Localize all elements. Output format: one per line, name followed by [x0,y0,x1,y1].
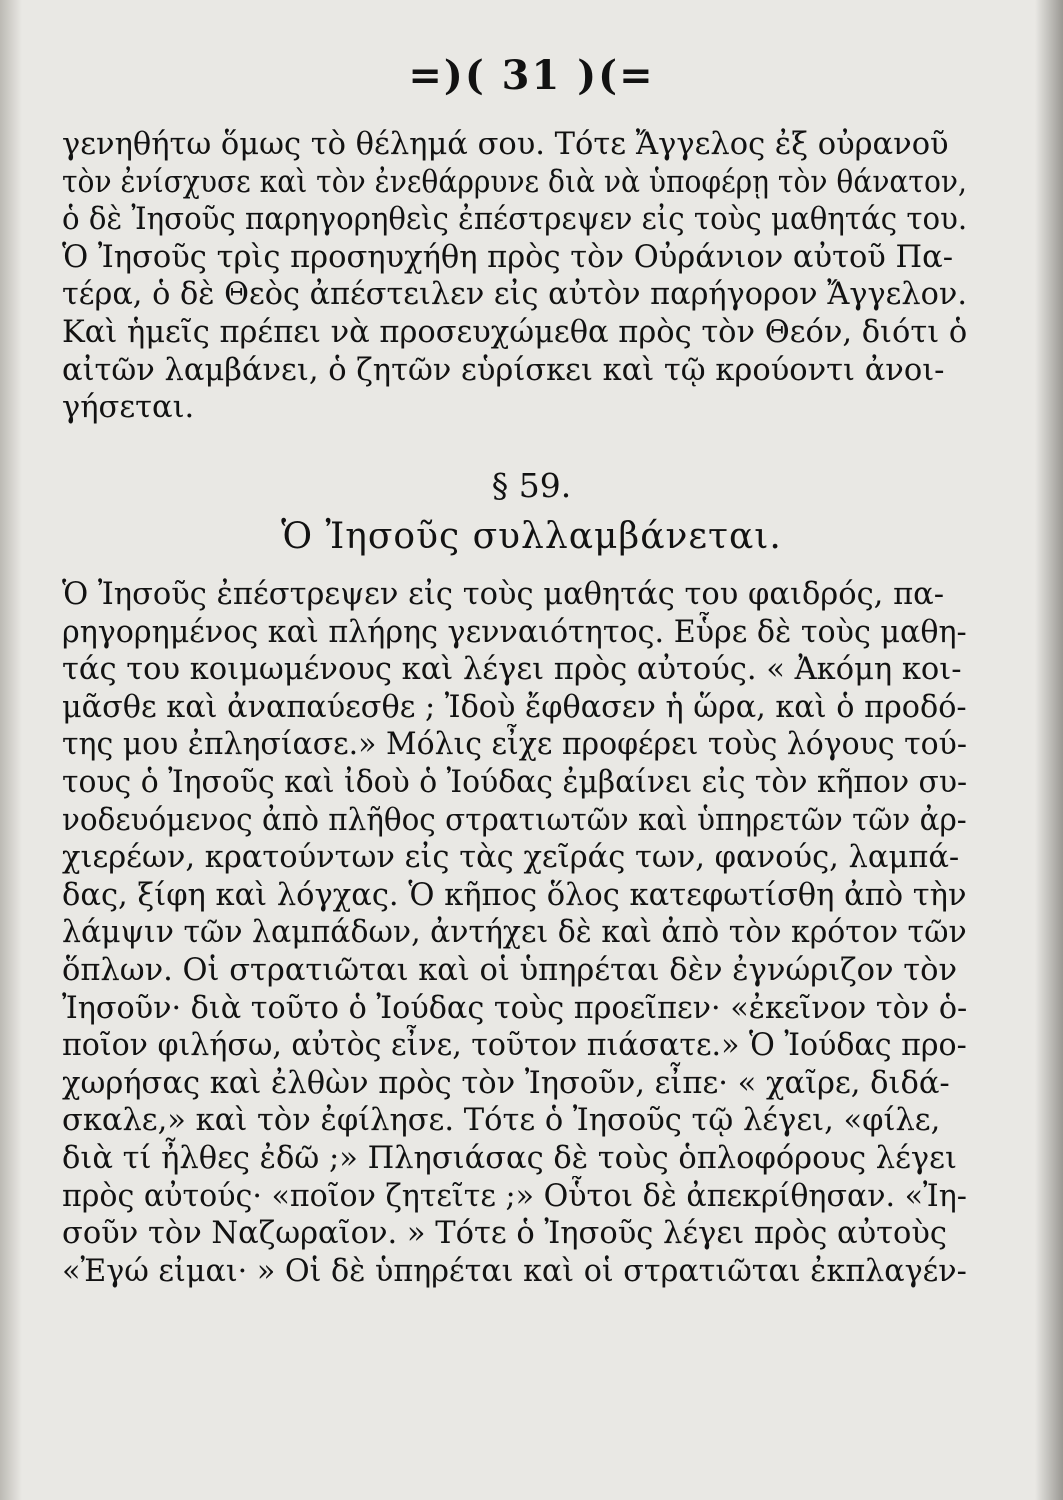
text-line: πρὸς αὐτούς· «ποῖον ζητεῖτε ;» Οὗτοι δὲ ἀπεκρίθησαν. «Ἰη- [62,1178,967,1214]
text-line: λάμψιν τῶν λαμπάδων, ἀντήχει δὲ καὶ ἀπὸ τὸν κρότον τῶν [62,915,967,951]
text-line: χιερέων, κρατούντων εἰς τὰς χεῖράς των, φανούς, λαμπά- [62,840,960,876]
text-line: ὁ δὲ Ἰησοῦς παρηγορηθεὶς ἐπέστρεψεν εἰς τοὺς μαθητάς του. [62,202,968,238]
text-line: της μου ἐπλησίασε.» Μόλις εἶχε προφέρει τοὺς λόγους τού- [62,727,967,763]
paragraph-2 [62,576,968,1290]
text-line: «Ἐγώ εἰμαι· » Οἱ δὲ ὑπηρέται καὶ οἱ στρατιῶται ἐκπλαγέν- [62,1253,967,1289]
section-number: § 59. [491,466,572,505]
text-line: Ὁ Ἰησοῦς τρὶς προσηυχήθη πρὸς τὸν Οὐράνιον αὐτοῦ Πα- [62,239,954,275]
text-line: τάς του κοιμωμένους καὶ λέγει πρὸς αὐτούς. « Ἀκόμη κοι- [62,652,962,688]
text-line: σκαλε,» καὶ τὸν ἐφίλησε. Τότε ὁ Ἰησοῦς τῷ λέγει, «φίλε, [62,1103,941,1139]
text-line: Καὶ ἡμεῖς πρέπει νὰ προσευχώμεθα πρὸς τὸν Θεόν, διότι ὁ [62,314,968,350]
text-line: ρηγορημένος καὶ πλήρης γενναιότητος. Εὗρε δὲ τοὺς μαθη- [62,614,967,650]
text-line: χωρήσας καὶ ἐλθὼν πρὸς τὸν Ἰησοῦν, εἶπε· « χαῖρε, διδά- [62,1065,950,1101]
page-header: =)( 31 )(= [408,52,655,99]
text-line: τὸν ἐνίσχυσε καὶ τὸν ἐνεθάρρυνε διὰ νὰ ὑποφέρῃ τὸν θάνατον, [62,164,967,200]
page-edge-shadow-right [1035,0,1063,1500]
paragraph-1 [62,126,968,427]
text-line: δας, ξίφη καὶ λόγχας. Ὁ κῆπος ὅλος κατεφωτίσθη ἀπὸ τὴν [62,877,967,913]
text-line: αἰτῶν λαμβάνει, ὁ ζητῶν εὑρίσκει καὶ τῷ κρούοντι ἀνοι- [62,352,945,388]
text-line: ποῖον φιλήσω, αὐτὸς εἶνε, τοῦτον πιάσατε.» Ὁ Ἰούδας προ- [62,1028,967,1064]
text-line: τέρα, ὁ δὲ Θεὸς ἀπέστειλεν εἰς αὐτὸν παρήγορον Ἄγγελον. [62,277,967,313]
page-edge-shadow-left [0,0,22,1500]
text-line: μᾶσθε καὶ ἀναπαύεσθε ; Ἰδοὺ ἔφθασεν ἡ ὥρα, καὶ ὁ προδό- [62,689,967,725]
section-title: Ὁ Ἰησοῦς συλλαμβάνεται. [281,516,782,557]
text-line: τους ὁ Ἰησοῦς καὶ ἰδοὺ ὁ Ἰούδας ἐμβαίνει εἰς τὸν κῆπον συ- [62,764,968,800]
text-line: γενηθήτω ὅμως τὸ θέλημά σου. Τότε Ἄγγελος ἐξ οὐρανοῦ [62,127,949,162]
text-line: ὅπλων. Οἱ στρατιῶται καὶ οἱ ὑπηρέται δὲν ἐγνώριζον τὸν [62,952,958,988]
text-line: Ὁ Ἰησοῦς ἐπέστρεψεν εἰς τοὺς μαθητάς του φαιδρός, πα- [62,577,945,612]
text-line: διὰ τί ἦλθες ἐδῶ ;» Πλησιάσας δὲ τοὺς ὁπλοφόρους λέγει [62,1140,957,1176]
text-line: γήσεται. [62,390,195,426]
text-line: νοδευόμενος ἀπὸ πλῆθος στρατιωτῶν καὶ ὑπηρετῶν τῶν ἀρ- [62,802,967,838]
text-line: Ἰησοῦν· διὰ τοῦτο ὁ Ἰούδας τοὺς προεῖπεν· «ἐκεῖνον τὸν ὁ- [62,990,968,1026]
text-line: σοῦν τὸν Ναζωραῖον. » Τότε ὁ Ἰησοῦς λέγει πρὸς αὐτοὺς [62,1216,947,1252]
